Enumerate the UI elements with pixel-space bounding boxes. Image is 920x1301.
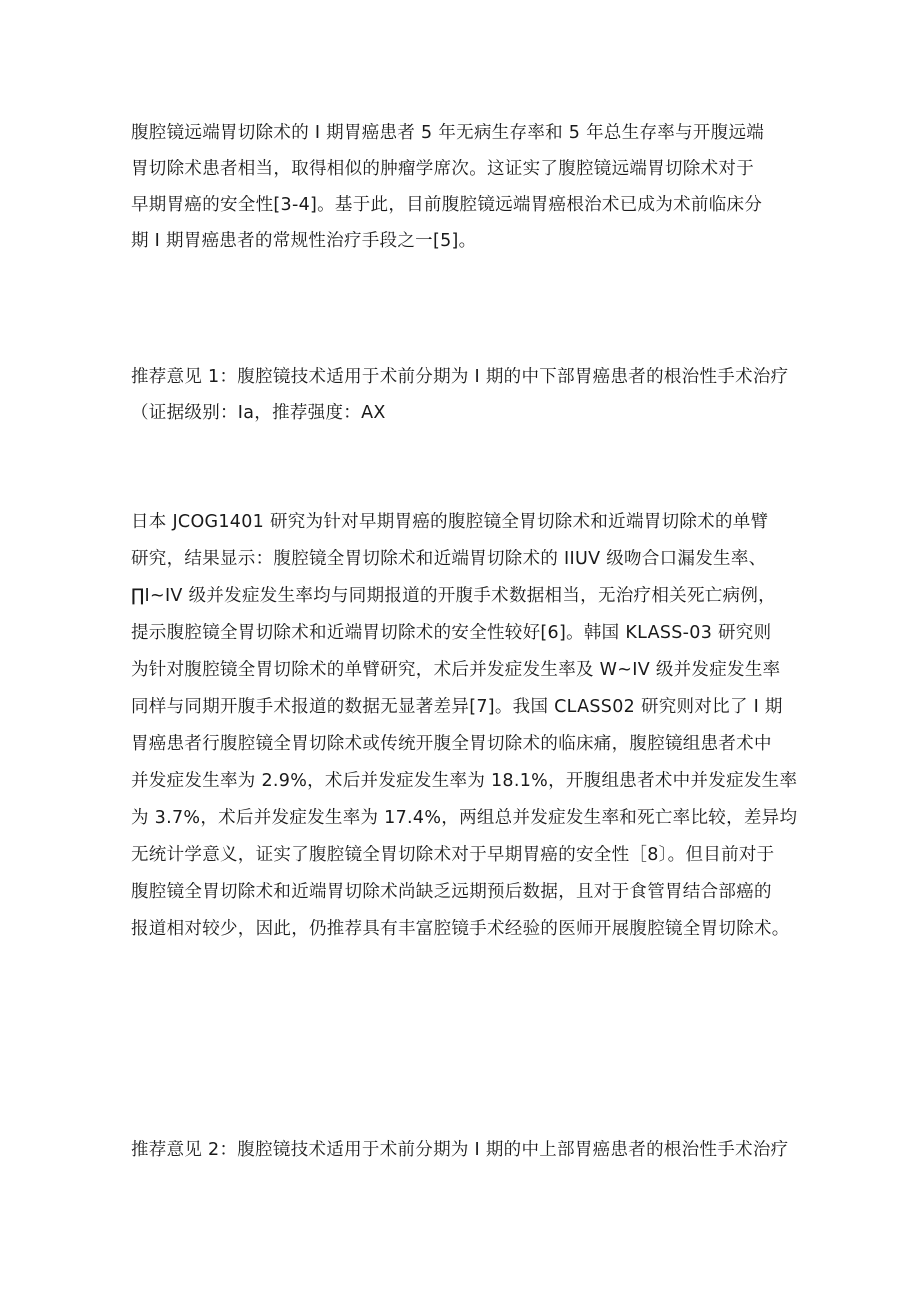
text-line: ∏I~IV 级并发症发生率均与同期报道的开腹手术数据相当，无治疗相关死亡病例， <box>131 586 776 606</box>
text-line: 期 I 期胃癌患者的常规性治疗手段之一[5]。 <box>131 231 477 251</box>
text-line: 日本 JCOG1401 研究为针对早期胃癌的腹腔镜全胃切除术和近端胃切除术的单臂 <box>131 512 769 532</box>
text-line: 为针对腹腔镜全胃切除术的单臂研究，术后并发症发生率及 W~IV 级并发症发生率 <box>131 660 781 680</box>
text-line: 推荐意见 1：腹腔镜技术适用于术前分期为 I 期的中下部胃癌患者的根治性手术治疗 <box>131 367 789 387</box>
text-line: （证据级别：Ia，推荐强度：AX <box>131 403 386 423</box>
text-line: 腹腔镜远端胃切除术的 I 期胃癌患者 5 年无病生存率和 5 年总生存率与开腹远端 <box>131 123 765 143</box>
text-line: 为 3.7%，术后并发症发生率为 17.4%，两组总并发症发生率和死亡率比较，差异均 <box>131 808 798 828</box>
text-line: 报道相对较少，因此，仍推荐具有丰富腔镜手术经验的医师开展腹腔镜全胃切除术。 <box>131 919 790 939</box>
text-line: 早期胃癌的安全性[3-4]。基于此，目前腹腔镜远端胃癌根治术已成为术前临床分 <box>131 195 763 215</box>
paragraph-laparoscopic-distal-gastrectomy <box>131 115 811 259</box>
text-line: 胃切除术患者相当，取得相似的肿瘤学席次。这证实了腹腔镜远端胃切除术对于 <box>131 159 754 179</box>
text-line: 胃癌患者行腹腔镜全胃切除术或传统开腹全胃切除术的临床痛，腹腔镜组患者术中 <box>131 734 772 754</box>
text-line: 并发症发生率为 2.9%，术后并发症发生率为 18.1%，开腹组患者术中并发症发生率 <box>131 771 798 791</box>
paragraph-total-gastrectomy-studies <box>131 504 811 948</box>
recommendation-2 <box>131 1132 811 1168</box>
text-line: 腹腔镜全胃切除术和近端胃切除术尚缺乏远期预后数据，且对于食管胃结合部癌的 <box>131 882 772 902</box>
text-line: 研究，结果显示：腹腔镜全胃切除术和近端胃切除术的 IIUV 级吻合口漏发生率、 <box>131 549 767 569</box>
text-line: 无统计学意义，证实了腹腔镜全胃切除术对于早期胃癌的安全性［8〕。但目前对于 <box>131 845 775 865</box>
text-line: 同样与同期开腹手术报道的数据无显著差异[7]。我国 CLASS02 研究则对比了 I 期 <box>131 697 783 717</box>
text-line: 推荐意见 2：腹腔镜技术适用于术前分期为 I 期的中上部胃癌患者的根治性手术治疗 <box>131 1140 789 1160</box>
text-line: 提示腹腔镜全胃切除术和近端胃切除术的安全性较好[6]。韩国 KLASS-03 研究则 <box>131 623 772 643</box>
recommendation-1 <box>131 359 811 431</box>
